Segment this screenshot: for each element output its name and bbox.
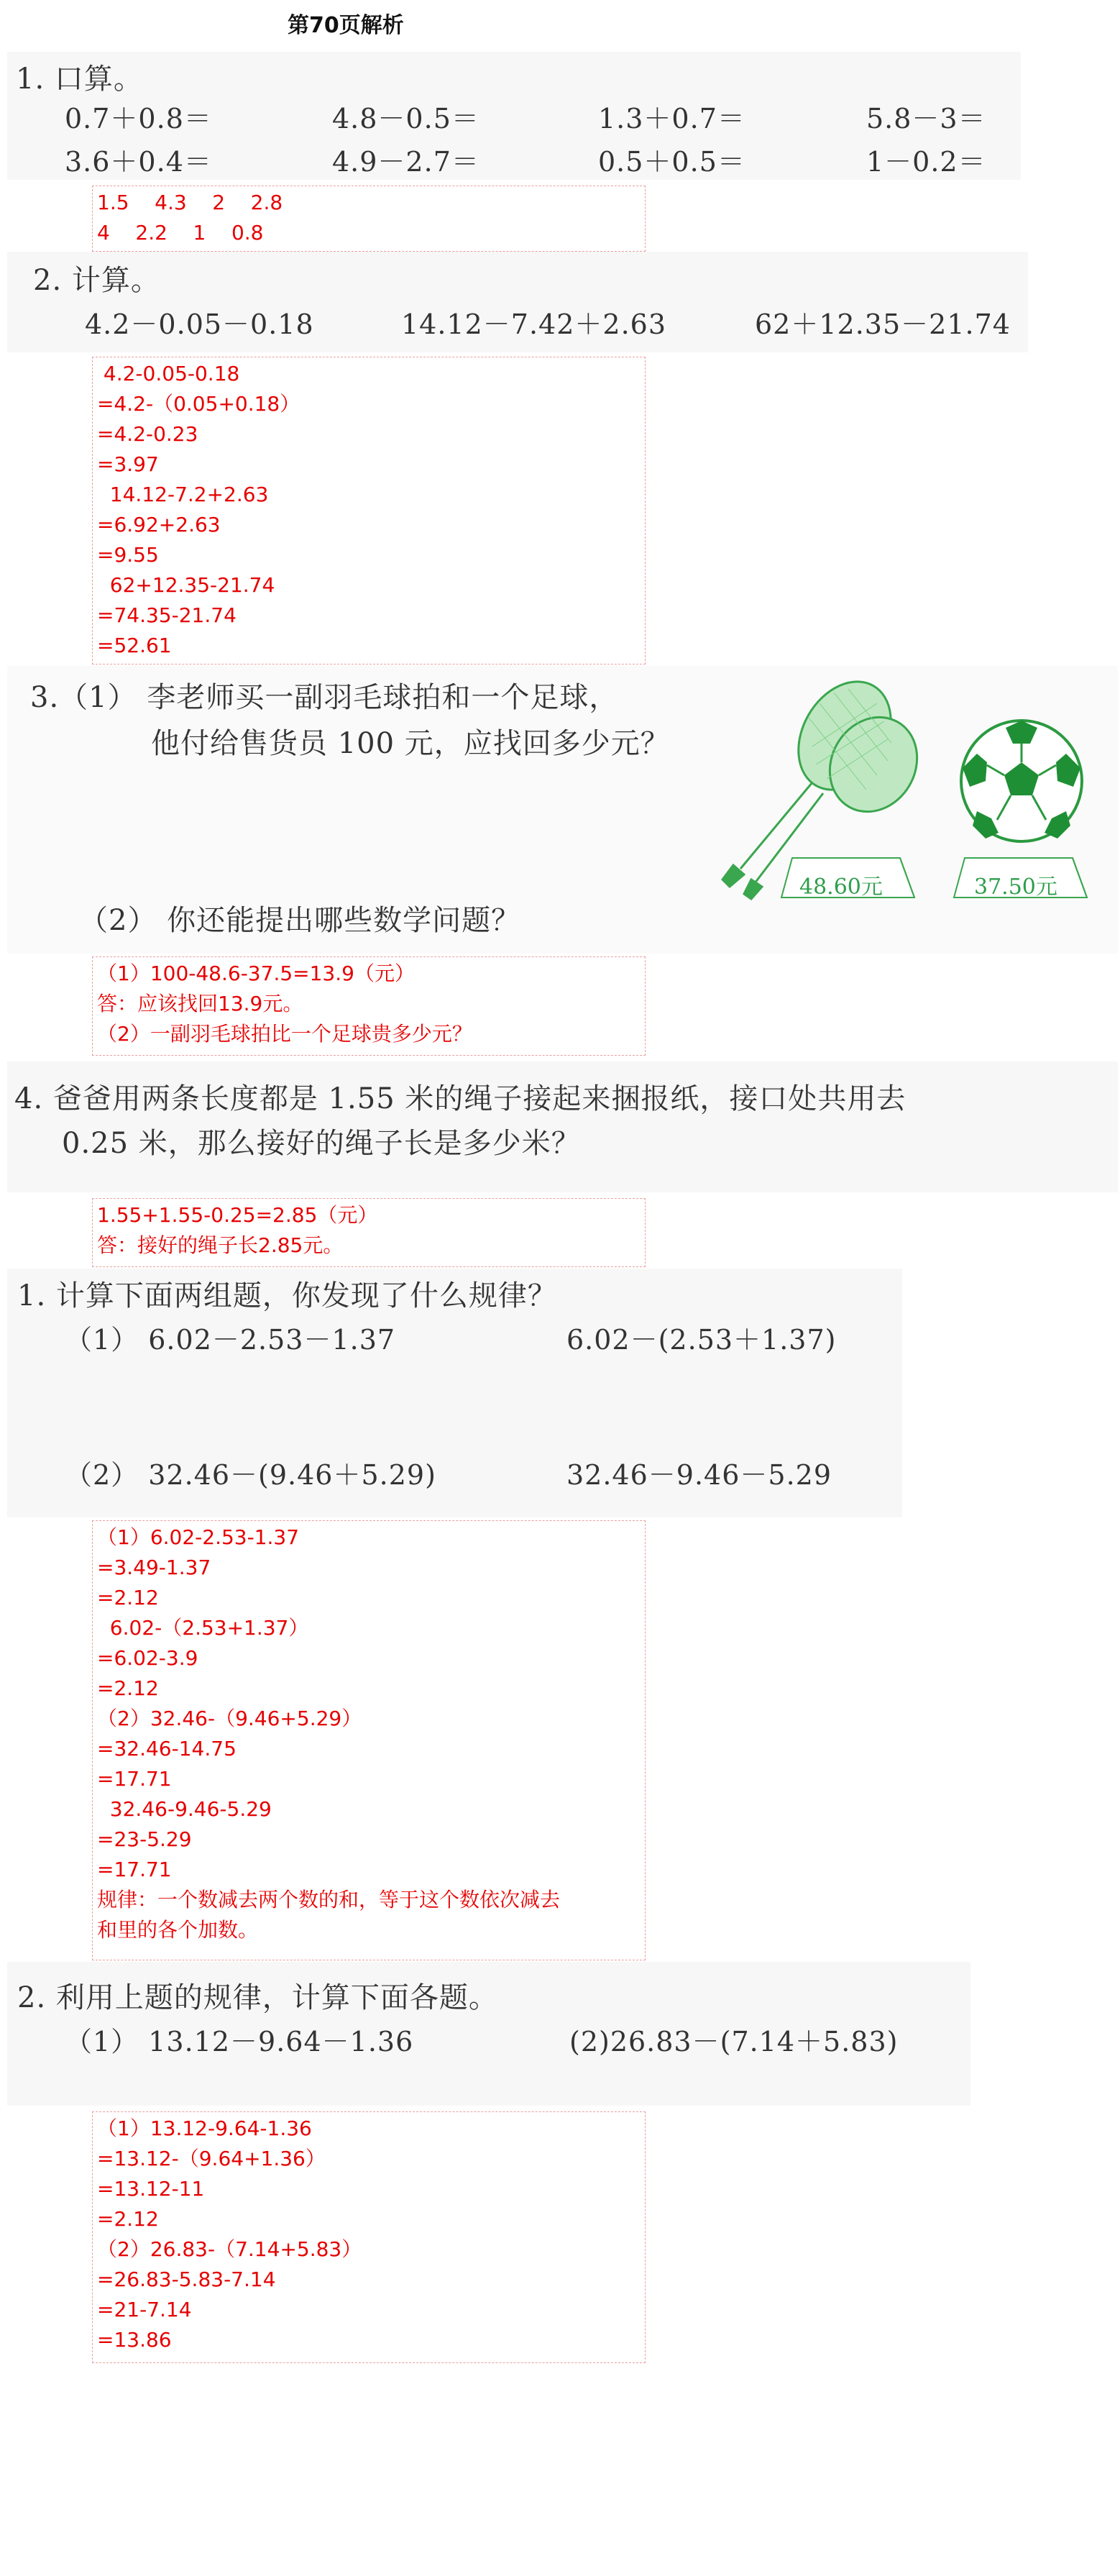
answer-line: =6.02-3.9 (97, 1646, 198, 1670)
question-3-line-1: 3.（1） 李老师买一副羽毛球拍和一个足球， (30, 681, 619, 714)
answer-line: 4.2-0.05-0.18 (97, 362, 240, 385)
price-label-ball: 37.50元 (974, 874, 1057, 900)
q5-expression: 32.46－9.46－5.29 (566, 1459, 832, 1491)
q1-item: 1－0.2＝ (866, 146, 986, 178)
question-4-line-1: 4. 爸爸用两条长度都是 1.55 米的绳子接起来捆报纸，接口处共用去 (14, 1082, 906, 1115)
answer-line: =52.61 (97, 634, 172, 657)
answer-line: （1）13.12-9.64-1.36 (97, 2116, 312, 2140)
answer-line: 1.55+1.55-0.25=2.85（元） (97, 1203, 378, 1227)
q5-expression: 6.02－(2.53＋1.37) (566, 1324, 837, 1356)
answer-line: =21-7.14 (97, 2298, 192, 2321)
question-1-heading: 1. 口算。 (16, 63, 143, 96)
answer-line: =17.71 (97, 1767, 172, 1791)
question-6-block (7, 1962, 970, 2106)
answer-line: 32.46-9.46-5.29 (97, 1797, 272, 1821)
answer-line: 答：接好的绳子长2.85元。 (97, 1233, 344, 1257)
question-1-block (7, 52, 1021, 180)
q6-expression: (2)26.83－(7.14＋5.83) (569, 2026, 899, 2057)
answer-box-1 (92, 186, 646, 252)
answer-line: =32.46-14.75 (97, 1737, 237, 1760)
answer-box-2 (92, 357, 646, 664)
q1-item: 1.3＋0.7＝ (598, 103, 745, 134)
q2-expression: 14.12－7.42＋2.63 (401, 309, 667, 340)
answer-box-4 (92, 1198, 646, 1267)
answer-line: =9.55 (97, 543, 159, 567)
answer-line: =23-5.29 (97, 1827, 192, 1851)
answer-line: =13.86 (97, 2328, 172, 2352)
q1-item: 4.8－0.5＝ (332, 103, 479, 134)
page-title: 第70页解析 (288, 13, 404, 38)
answer-line: =17.71 (97, 1858, 172, 1881)
soccer-ball-illustration (958, 718, 1085, 844)
q1-item: 4.9－2.7＝ (332, 146, 479, 178)
answer-line: 和里的各个加数。 (97, 1918, 259, 1942)
question-4-line-2: 0.25 米，那么接好的绳子长是多少米？ (62, 1127, 581, 1160)
answer-line: 6.02-（2.53+1.37） (97, 1616, 309, 1640)
answer-line: （2）32.46-（9.46+5.29） (97, 1707, 362, 1730)
answer-line: 1.5 4.3 2 2.8 (97, 191, 283, 214)
price-label-racket: 48.60元 (799, 874, 883, 900)
question-6-heading: 2. 利用上题的规律，计算下面各题。 (17, 1981, 498, 2014)
answer-line: =4.2-0.23 (97, 422, 198, 446)
answer-line: （2）26.83-（7.14+5.83） (97, 2237, 362, 2261)
question-3-line-3: （2） 你还能提出哪些数学问题？ (79, 904, 521, 937)
q5-expression: （1） 6.02－2.53－1.37 (65, 1324, 396, 1356)
answer-box-5 (92, 1520, 646, 1960)
question-3-block (7, 666, 1118, 954)
answer-line: =4.2-（0.05+0.18） (97, 392, 300, 416)
q2-expression: 4.2－0.05－0.18 (85, 309, 314, 340)
answer-line: =13.12-11 (97, 2177, 205, 2201)
answer-line: 规律：一个数减去两个数的和，等于这个数依次减去 (97, 1888, 561, 1912)
question-4-block (7, 1061, 1118, 1192)
answer-line: =26.83-5.83-7.14 (97, 2267, 276, 2291)
answer-line: =2.12 (97, 2207, 159, 2231)
question-2-block (7, 252, 1028, 352)
question-5-block (7, 1269, 902, 1517)
question-2-heading: 2. 计算。 (33, 264, 160, 297)
q1-item: 0.7＋0.8＝ (65, 103, 212, 134)
answer-line: =13.12-（9.64+1.36） (97, 2147, 326, 2170)
answer-line: （2）一副羽毛球拍比一个足球贵多少元？ (97, 1022, 472, 1046)
answer-line: 62+12.35-21.74 (97, 573, 275, 597)
q1-item: 5.8－3＝ (866, 103, 986, 134)
answer-line: =3.97 (97, 452, 159, 476)
question-3-line-2: 他付给售货员 100 元，应找回多少元？ (151, 727, 670, 760)
q2-expression: 62＋12.35－21.74 (755, 309, 1011, 340)
answer-line: =6.92+2.63 (97, 513, 221, 536)
answer-line: =2.12 (97, 1586, 159, 1609)
q1-item: 0.5＋0.5＝ (598, 146, 745, 178)
answer-line: 4 2.2 1 0.8 (97, 221, 264, 245)
answer-line: =2.12 (97, 1676, 159, 1700)
answer-line: =74.35-21.74 (97, 603, 237, 627)
question-5-heading: 1. 计算下面两组题，你发现了什么规律？ (17, 1279, 557, 1312)
answer-line: 14.12-7.2+2.63 (97, 483, 269, 506)
q1-item: 3.6＋0.4＝ (65, 146, 212, 178)
answer-line: 答：应该找回13.9元。 (97, 992, 303, 1015)
answer-box-6 (92, 2111, 646, 2363)
q5-expression: （2） 32.46－(9.46＋5.29) (65, 1459, 436, 1491)
answer-line: （1）6.02-2.53-1.37 (97, 1525, 300, 1549)
q6-expression: （1） 13.12－9.64－1.36 (65, 2026, 414, 2057)
answer-line: =3.49-1.37 (97, 1556, 211, 1579)
answer-box-3 (92, 956, 646, 1056)
answer-line: （1）100-48.6-37.5=13.9（元） (97, 962, 415, 985)
